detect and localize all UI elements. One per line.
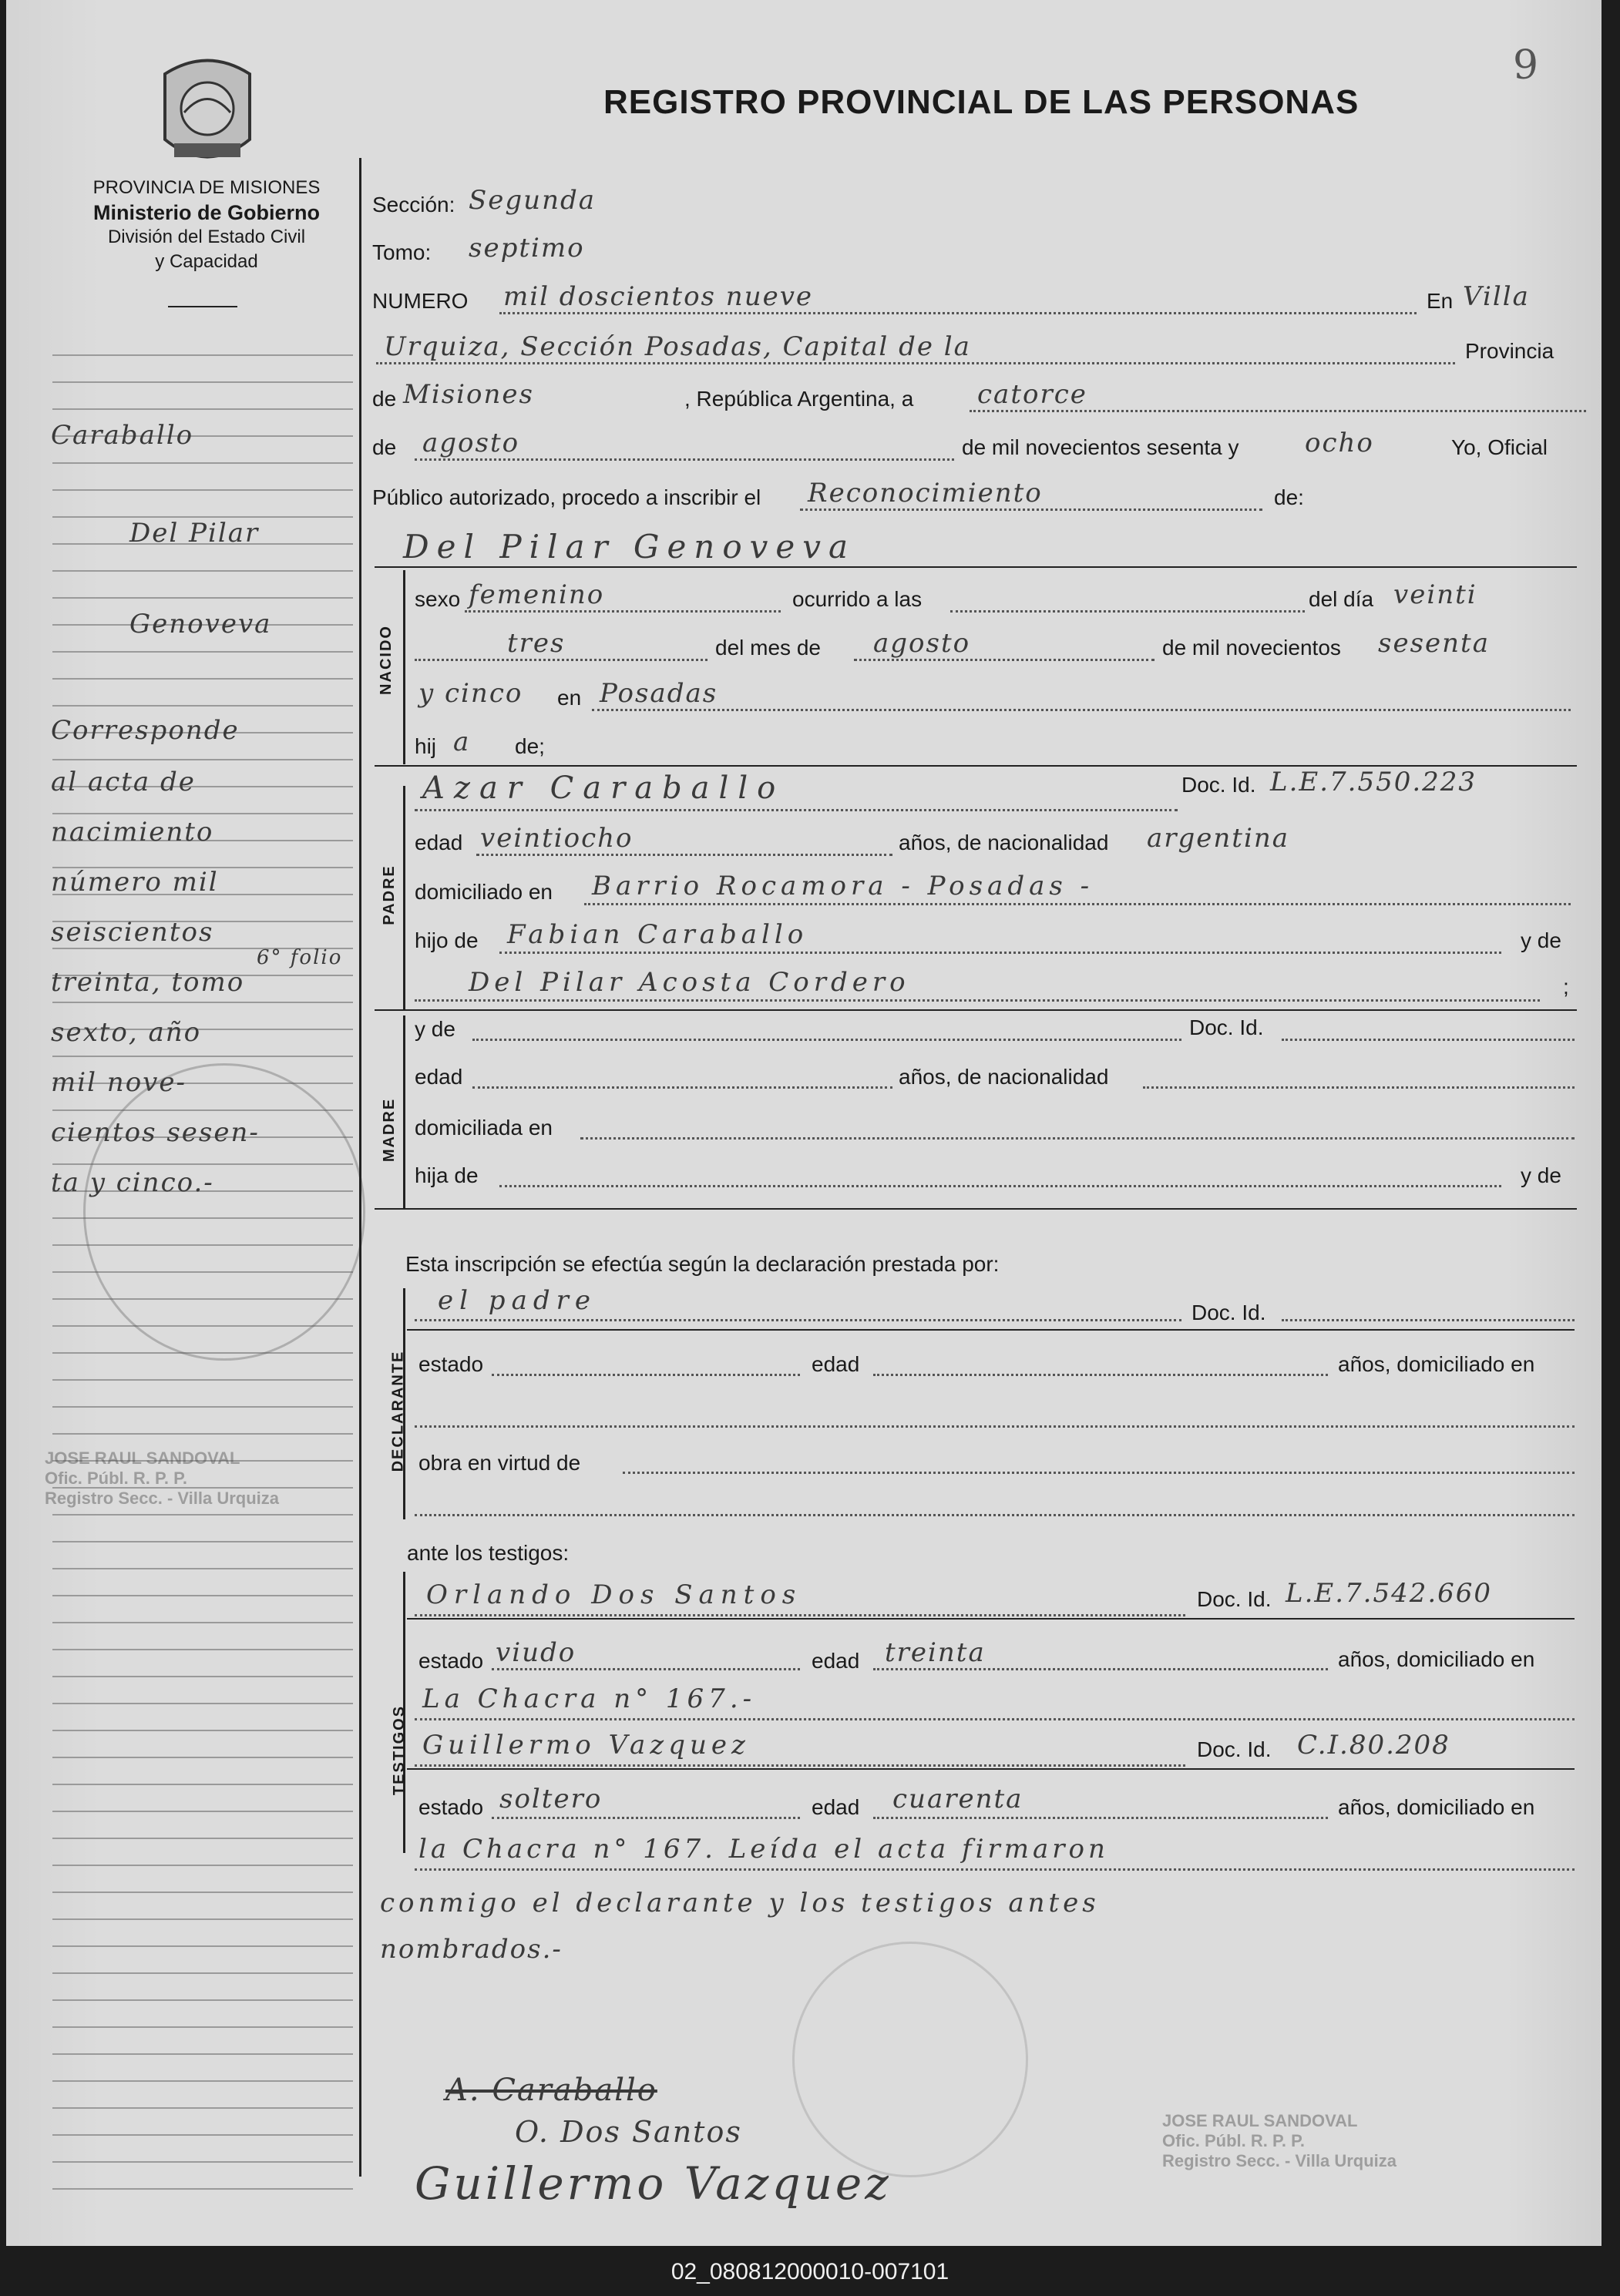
numero-label: NUMERO: [372, 289, 469, 313]
institution-header: [52, 176, 361, 274]
declarante-estado-label: estado: [418, 1352, 484, 1376]
padre-edad-value: veintiocho: [480, 823, 634, 854]
testigo2-doc-label: Doc. Id.: [1197, 1737, 1272, 1761]
seccion-label: Sección:: [372, 193, 455, 217]
stamp-line: Ofic. Públ. R. P. P.: [45, 1469, 188, 1488]
padre-domicilio-label: domiciliado en: [415, 880, 553, 904]
header-divider: [168, 306, 237, 307]
padre-hijo-label: hijo de: [415, 928, 479, 952]
ministry-label: Ministerio de Gobierno: [92, 201, 321, 224]
testigo1-doc-label: Doc. Id.: [1197, 1587, 1272, 1611]
sexo-value: femenino: [469, 579, 605, 610]
margin-note-line: sexto, año: [51, 1017, 202, 1048]
stamp-line: Registro Secc. - Villa Urquiza: [45, 1489, 280, 1508]
page-title: REGISTRO PROVINCIAL DE LAS PERSONAS: [603, 83, 1360, 121]
image-id-footer: 02_080812000010-007101: [0, 2248, 1620, 2296]
padre-domicilio-value: Barrio Rocamora - Posadas -: [592, 871, 1094, 901]
provincia-label: Provincia: [1465, 339, 1554, 363]
mil-label: de mil novecientos: [1162, 636, 1341, 660]
hij-value: a: [453, 727, 471, 757]
capacity-label: y Capacidad: [155, 251, 258, 272]
nacido-rule: [403, 570, 405, 764]
madre-section-label: MADRE: [381, 1097, 398, 1163]
padre-anios-label: años, de nacionalidad: [899, 831, 1109, 854]
madre-domicilio-label: domiciliada en: [415, 1116, 553, 1140]
testigo1-nombre-value: Orlando Dos Santos: [426, 1579, 802, 1610]
madre-anios-label: años, de nacionalidad: [899, 1065, 1109, 1089]
testigo2-estado-value: soltero: [499, 1784, 603, 1814]
nacido-section-label: NACIDO: [377, 625, 395, 695]
testigo1-estado-value: viudo: [496, 1637, 576, 1668]
testigos-section-label: TESTIGOS: [391, 1704, 408, 1796]
sexo-label: sexo: [415, 587, 461, 611]
anio-value: sesenta: [1378, 628, 1490, 659]
declarante-anios-label: años, domiciliado en: [1338, 1352, 1535, 1376]
provincial-seal-icon: [157, 51, 257, 170]
declarante-doc-label: Doc. Id.: [1191, 1301, 1266, 1324]
padre-end-rule: [375, 1009, 1577, 1011]
padre-hijo-value: Fabian Caraballo: [507, 919, 808, 950]
en-label: En: [1427, 289, 1454, 313]
margin-note-line: nacimiento: [51, 817, 214, 848]
hij-de-label: de;: [515, 734, 545, 758]
publico-label: Público autorizado, procedo a inscribir el: [372, 485, 761, 509]
stamp-line: Ofic. Públ. R. P. P.: [1162, 2131, 1306, 2150]
seccion-value: Segunda: [469, 185, 597, 216]
page-number: 9: [1513, 42, 1539, 89]
stamp-text-bottom: [1162, 2111, 1396, 2171]
dia-value: catorce: [977, 379, 1087, 410]
padre-nacionalidad-value: argentina: [1147, 823, 1290, 854]
declarante-obra-label: obra en virtud de: [418, 1451, 581, 1475]
testigo1-edad-label: edad: [812, 1649, 860, 1673]
padre-edad-label: edad: [415, 831, 463, 854]
place-value: Urquiza, Sección Posadas, Capital de la: [384, 331, 971, 362]
division-label: División del Estado Civil: [107, 227, 306, 247]
testigo1-doc-value: L.E.7.542.660: [1286, 1578, 1493, 1609]
lugar-value: Posadas: [600, 678, 718, 709]
numero-value: mil doscientos nueve: [503, 281, 814, 312]
name-rule: [375, 566, 1577, 568]
declarante-nombre-value: el padre: [438, 1285, 597, 1316]
closing-line-1: conmigo el declarante y los testigos antes: [380, 1888, 1100, 1918]
padre-section-label: PADRE: [380, 864, 398, 925]
madre-doc-label: Doc. Id.: [1189, 1015, 1264, 1039]
closing-line-2: nombrados.-: [380, 1934, 563, 1965]
testigo1-anios-label: años, domiciliado en: [1338, 1647, 1535, 1671]
declarante-edad-label: edad: [812, 1352, 860, 1376]
margin-note-line: al acta de: [51, 767, 196, 797]
mes-value: agosto: [873, 628, 971, 659]
acto-value: Reconocimiento: [808, 478, 1043, 509]
margin-note-line: mil nove-: [51, 1067, 187, 1098]
stamp-text: [45, 1448, 279, 1509]
del-mes-label: del mes de: [715, 636, 821, 660]
en-value: Villa: [1463, 281, 1530, 312]
main-column-rule: [359, 158, 361, 2177]
margin-name-2: Genoveva: [129, 609, 272, 639]
stamp-line: JOSE RAUL SANDOVAL: [45, 1448, 240, 1468]
margin-name-1: Del Pilar: [129, 518, 260, 549]
testigo2-domicilio-value: la Chacra n° 167. Leída el acta firmaron: [418, 1834, 1109, 1865]
signature-testigo-1: O. Dos Santos: [515, 2115, 742, 2149]
province-label: PROVINCIA DE MISIONES: [92, 177, 321, 198]
margin-note-line: cientos sesen-: [51, 1117, 260, 1148]
madre-edad-label: edad: [415, 1065, 463, 1089]
padre-madre-value: Del Pilar Acosta Cordero: [469, 967, 910, 998]
madre-rule: [403, 1015, 405, 1208]
official-stamp-icon: [83, 1063, 365, 1361]
registry-page: [6, 0, 1602, 2246]
del-dia-label: del día: [1309, 587, 1374, 611]
testigos-intro: ante los testigos:: [407, 1541, 570, 1565]
padre-semicolon: ;: [1563, 975, 1569, 999]
anio-value: ocho: [1305, 428, 1374, 458]
margin-note-line: ta y cinco.-: [51, 1167, 214, 1198]
testigo2-edad-value: cuarenta: [892, 1784, 1023, 1814]
registered-name: Del Pilar Genoveva: [403, 528, 855, 566]
testigo1-estado-label: estado: [418, 1649, 484, 1673]
testigo2-edad-label: edad: [812, 1795, 860, 1819]
tomo-label: Tomo:: [372, 240, 432, 264]
en-label: en: [557, 686, 582, 710]
margin-note-line: treinta, tomo: [51, 967, 245, 998]
padre-doc-label: Doc. Id.: [1181, 773, 1256, 797]
de3-label: de:: [1274, 485, 1304, 509]
hij-label: hij: [415, 734, 437, 758]
testigo2-estado-label: estado: [418, 1795, 484, 1819]
republica-label: , República Argentina, a: [684, 387, 914, 411]
margin-superscript: 6° folio: [257, 946, 343, 969]
madre-end-rule: [375, 1208, 1577, 1210]
margin-note-line: seiscientos: [51, 917, 214, 948]
padre-nombre-value: Azar Caraballo: [422, 770, 785, 806]
stamp-line: Registro Secc. - Villa Urquiza: [1162, 2151, 1397, 2170]
testigo1-edad-value: treinta: [885, 1637, 986, 1668]
testigo1-domicilio-value: La Chacra n° 167.-: [422, 1683, 757, 1714]
mes-value: agosto: [422, 428, 520, 458]
de2-label: de: [372, 435, 397, 459]
padre-doc-value: L.E.7.550.223: [1270, 767, 1477, 797]
signature-declarante: A. Caraballo: [445, 2073, 657, 2108]
padre-y-de-label: y de: [1521, 928, 1561, 952]
signature-testigo-2: Guillermo Vazquez: [415, 2157, 892, 2210]
declarante-section-label: DECLARANTE: [389, 1350, 407, 1472]
ocurrido-label: ocurrido a las: [792, 587, 923, 611]
declarante-name-rule: [407, 1329, 1575, 1331]
testigo2-doc-value: C.I.80.208: [1297, 1730, 1450, 1761]
faint-seal-icon: [792, 1942, 1028, 2177]
madre-y-de2-label: y de: [1521, 1163, 1561, 1187]
margin-note-line: número mil: [51, 867, 219, 898]
madre-hija-label: hija de: [415, 1163, 479, 1187]
testigo2-nombre-value: Guillermo Vazquez: [422, 1730, 750, 1761]
padre-rule: [403, 786, 405, 1009]
stamp-line: JOSE RAUL SANDOVAL: [1162, 2111, 1358, 2130]
anio-value-cont: y cinco: [418, 678, 523, 709]
oficial-label: Yo, Oficial: [1451, 435, 1548, 459]
de-value: Misiones: [403, 379, 534, 410]
madre-y-de-label: y de: [415, 1017, 455, 1041]
dia-value: veinti: [1393, 579, 1477, 610]
testigo2-anios-label: años, domiciliado en: [1338, 1795, 1535, 1819]
margin-surname: Caraballo: [51, 420, 194, 451]
declarante-intro: Esta inscripción se efectúa según la declaración prestada por:: [405, 1252, 1000, 1276]
testigo2-name-rule: [407, 1768, 1575, 1770]
anio-label: de mil novecientos sesenta y: [962, 435, 1239, 459]
testigo1-name-rule: [407, 1618, 1575, 1620]
margin-note-line: Corresponde: [51, 715, 240, 746]
dia-value-cont: tres: [507, 628, 566, 659]
tomo-value: septimo: [469, 233, 585, 264]
de-label: de: [372, 387, 397, 411]
